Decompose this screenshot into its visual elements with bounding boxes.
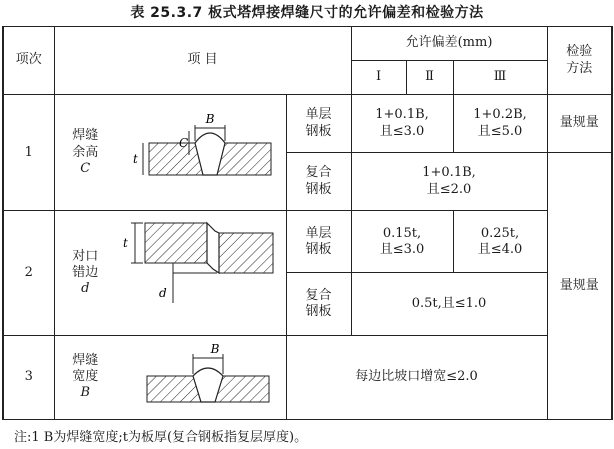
table-title: 表 25.3.7 板式塔焊接焊缝尺寸的允许偏差和检验方法	[130, 5, 484, 21]
row-2-single-g1: 0.15t, 且≤3.0	[351, 211, 453, 273]
fig1-label-b: B	[205, 112, 215, 126]
row-2-figure	[116, 211, 286, 335]
tolerance-table	[2, 26, 613, 420]
header-index: 项次	[3, 27, 54, 95]
fig2-label-t: t	[122, 236, 128, 251]
header-grade-2: Ⅱ	[406, 61, 453, 95]
header-method: 检验 方法	[547, 27, 612, 95]
row-1-single-type: 单层 钢板	[286, 95, 351, 153]
row-2-single-g3: 0.25t, 且≤4.0	[453, 211, 547, 273]
row-2-single-type: 单层 钢板	[286, 211, 351, 273]
fig3-label-b: B	[210, 341, 220, 356]
weld-width-figure	[117, 336, 285, 414]
merged-method: 量规量	[547, 153, 612, 420]
fig2-label-d: d	[158, 286, 167, 301]
row-2-composite-all: 0.5t,且≤1.0	[351, 273, 547, 335]
row-2-composite-type: 复合 钢板	[286, 273, 351, 335]
fig1-label-c: C	[178, 136, 188, 150]
row-1-single-g3: 1+0.2B, 且≤5.0	[453, 95, 547, 153]
fig1-label-t: t	[132, 152, 138, 166]
row-1-single-g1: 1+0.1B, 且≤3.0	[351, 95, 453, 153]
misalignment-figure	[117, 211, 285, 329]
row-1-composite-all: 1+0.1B, 且≤2.0	[351, 153, 547, 211]
weld-reinforcement-figure	[117, 95, 285, 205]
header-item: 项 目	[54, 27, 351, 95]
row-3-figure	[116, 335, 286, 419]
header-tolerance: 允许偏差(mm)	[351, 27, 547, 61]
row-1-figure	[116, 95, 286, 211]
row-3-index: 3	[3, 335, 54, 419]
row-2-item: 对口 错边 d	[54, 211, 116, 335]
row-1-index: 1	[3, 95, 54, 211]
row-3-item: 焊缝 宽度 B	[54, 335, 116, 419]
row-3-all: 每边比坡口增宽≤2.0	[286, 335, 547, 419]
footnote: 注:1 B为焊缝宽度;t为板厚(复合钢板指复层厚度)。	[14, 430, 308, 445]
row-2-index: 2	[3, 211, 54, 335]
header-grade-1: Ⅰ	[351, 61, 406, 95]
header-grade-3: Ⅲ	[453, 61, 547, 95]
row-1-composite-type: 复合 钢板	[286, 153, 351, 211]
row-1-item: 焊缝 余高 C	[54, 95, 116, 211]
row-1-method: 量规量	[547, 95, 612, 153]
